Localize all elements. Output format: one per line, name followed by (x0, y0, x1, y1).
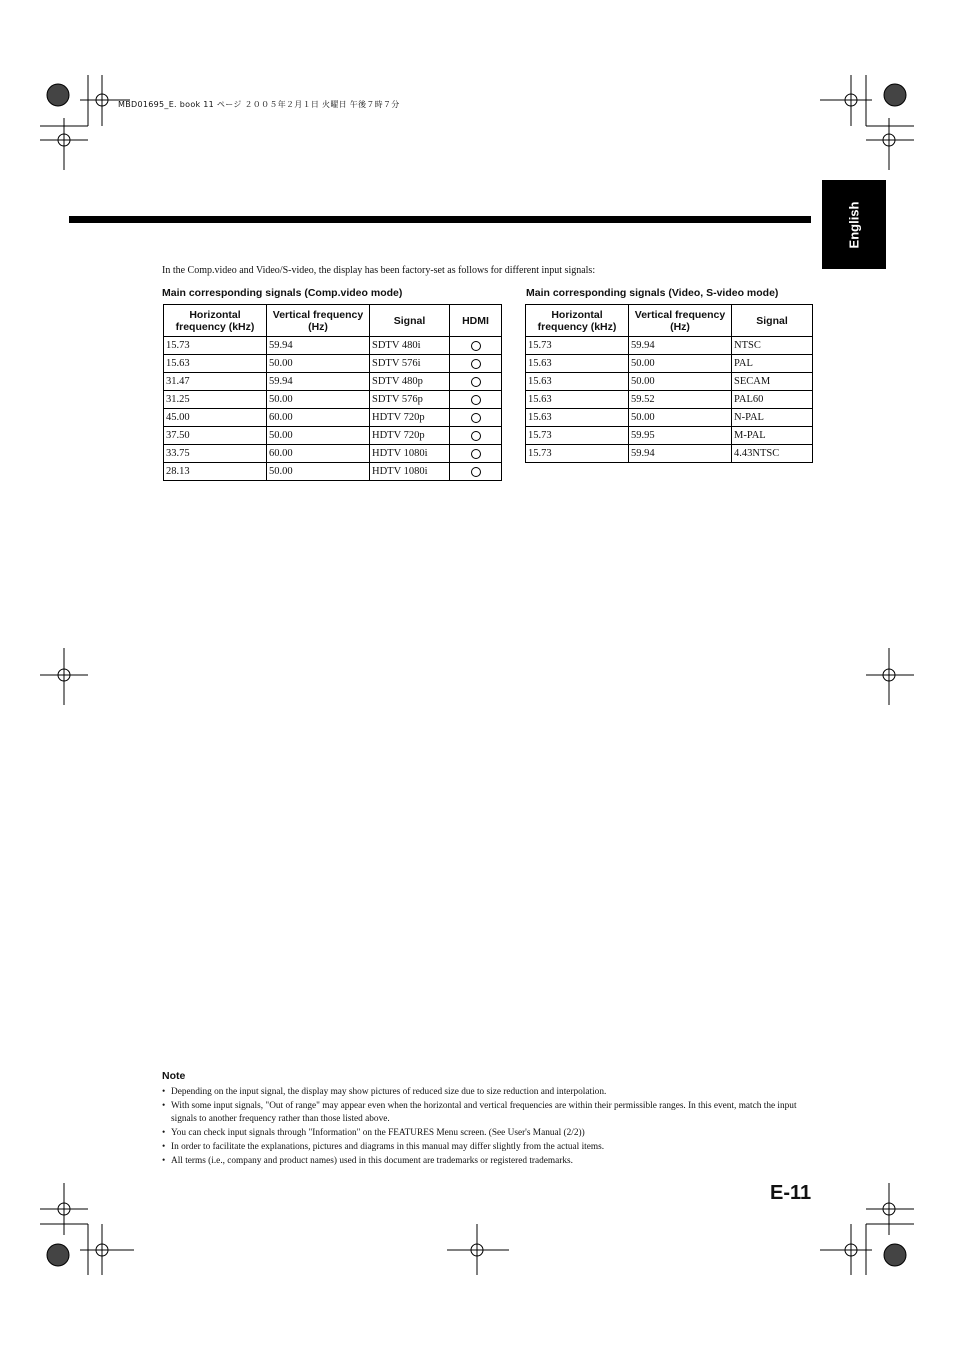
circle-icon (471, 413, 481, 423)
table-cell: 59.94 (267, 337, 370, 355)
hdmi-cell (450, 445, 502, 463)
hdmi-cell (450, 409, 502, 427)
table-row (526, 445, 813, 463)
list-item: • With some input signals, "Out of range" may appear even when the horizontal and vertical frequencies are within their permissible ranges. In this event, match the input signals to another frequency rather than those listed above. (162, 1100, 802, 1126)
table-cell: PAL60 (732, 391, 813, 409)
table-cell: 50.00 (629, 355, 732, 373)
table-row (164, 409, 502, 427)
intro-text: In the Comp.video and Video/S-video, the display has been factory-set as follows for different input signals: (162, 265, 596, 276)
table-row (164, 445, 502, 463)
note-title: Note (162, 1070, 186, 1082)
table-cell: 60.00 (267, 409, 370, 427)
list-item: • In order to facilitate the explanations, pictures and diagrams in this manual may differ slightly from the actual items. (162, 1141, 802, 1154)
top-rule (69, 216, 811, 223)
hdmi-cell (450, 391, 502, 409)
table-cell: PAL (732, 355, 813, 373)
table-cell: 31.47 (164, 373, 267, 391)
list-item: • Depending on the input signal, the display may show pictures of reduced size due to size reduction and interpolation. (162, 1086, 802, 1099)
table-cell: 50.00 (629, 373, 732, 391)
table-row (164, 355, 502, 373)
hdmi-cell (450, 427, 502, 445)
list-item: • You can check input signals through "Information" on the FEATURES Menu screen. (See User's Manual (2/2)) (162, 1127, 802, 1140)
table-row (526, 427, 813, 445)
table-cell: 59.95 (629, 427, 732, 445)
table-cell: SDTV 576p (370, 391, 450, 409)
table-cell: 45.00 (164, 409, 267, 427)
table-cell: 59.52 (629, 391, 732, 409)
col-header: Signal (370, 305, 450, 337)
file-header-line: MBD01695_E. book 11 ページ ２００５年２月１日 火曜日 午後７時７分 (118, 100, 400, 109)
table-row (164, 391, 502, 409)
table-row (164, 373, 502, 391)
table-cell: SDTV 480p (370, 373, 450, 391)
circle-icon (471, 359, 481, 369)
table-row (526, 355, 813, 373)
table-row (526, 409, 813, 427)
circle-icon (471, 431, 481, 441)
list-item: • All terms (i.e., company and product names) used in this document are trademarks or registered trademarks. (162, 1155, 802, 1168)
video-table-title: Main corresponding signals (Video, S-video mode) (526, 287, 779, 299)
circle-icon (471, 467, 481, 477)
table-cell: 59.94 (267, 373, 370, 391)
table-cell: NTSC (732, 337, 813, 355)
circle-icon (471, 449, 481, 459)
table-row (526, 337, 813, 355)
table-cell: 15.63 (526, 391, 629, 409)
table-cell: 50.00 (629, 409, 732, 427)
col-header: Horizontal frequency (kHz) (526, 305, 629, 337)
table-cell: N-PAL (732, 409, 813, 427)
table-header-row (164, 305, 502, 337)
comp-signal-table (163, 304, 502, 481)
col-header: HDMI (450, 305, 502, 337)
table-row (526, 373, 813, 391)
table-cell: 59.94 (629, 337, 732, 355)
col-header: Vertical frequency (Hz) (267, 305, 370, 337)
table-cell: 60.00 (267, 445, 370, 463)
note-list (162, 1086, 802, 1169)
table-cell: 4.43NTSC (732, 445, 813, 463)
video-signal-table (525, 304, 813, 463)
circle-icon (471, 377, 481, 387)
table-cell: 50.00 (267, 463, 370, 481)
table-cell: 50.00 (267, 355, 370, 373)
table-cell: SDTV 576i (370, 355, 450, 373)
table-cell: SDTV 480i (370, 337, 450, 355)
table-row (164, 463, 502, 481)
table-cell: 15.63 (526, 409, 629, 427)
language-tab (822, 180, 886, 269)
table-cell: 15.73 (526, 337, 629, 355)
table-cell: 28.13 (164, 463, 267, 481)
table-cell: M-PAL (732, 427, 813, 445)
col-header: Signal (732, 305, 813, 337)
table-cell: 15.63 (164, 355, 267, 373)
table-cell: HDTV 1080i (370, 445, 450, 463)
col-header: Vertical frequency (Hz) (629, 305, 732, 337)
table-cell: 31.25 (164, 391, 267, 409)
circle-icon (471, 341, 481, 351)
comp-table-title: Main corresponding signals (Comp.video mode) (162, 287, 403, 299)
table-cell: HDTV 1080i (370, 463, 450, 481)
table-cell: 37.50 (164, 427, 267, 445)
hdmi-cell (450, 373, 502, 391)
table-row (526, 391, 813, 409)
table-row (164, 337, 502, 355)
table-cell: 15.73 (526, 427, 629, 445)
table-cell: 15.63 (526, 355, 629, 373)
hdmi-cell (450, 355, 502, 373)
table-row (164, 427, 502, 445)
hdmi-cell (450, 337, 502, 355)
table-cell: 15.73 (526, 445, 629, 463)
hdmi-cell (450, 463, 502, 481)
table-cell: SECAM (732, 373, 813, 391)
circle-icon (471, 395, 481, 405)
table-cell: HDTV 720p (370, 427, 450, 445)
table-cell: 59.94 (629, 445, 732, 463)
table-cell: HDTV 720p (370, 409, 450, 427)
table-cell: 50.00 (267, 391, 370, 409)
table-cell: 33.75 (164, 445, 267, 463)
col-header: Horizontal frequency (kHz) (164, 305, 267, 337)
page-number: E-11 (770, 1182, 812, 1204)
language-tab-label: English (846, 201, 862, 248)
table-cell: 50.00 (267, 427, 370, 445)
table-cell: 15.63 (526, 373, 629, 391)
table-header-row (526, 305, 813, 337)
table-cell: 15.73 (164, 337, 267, 355)
